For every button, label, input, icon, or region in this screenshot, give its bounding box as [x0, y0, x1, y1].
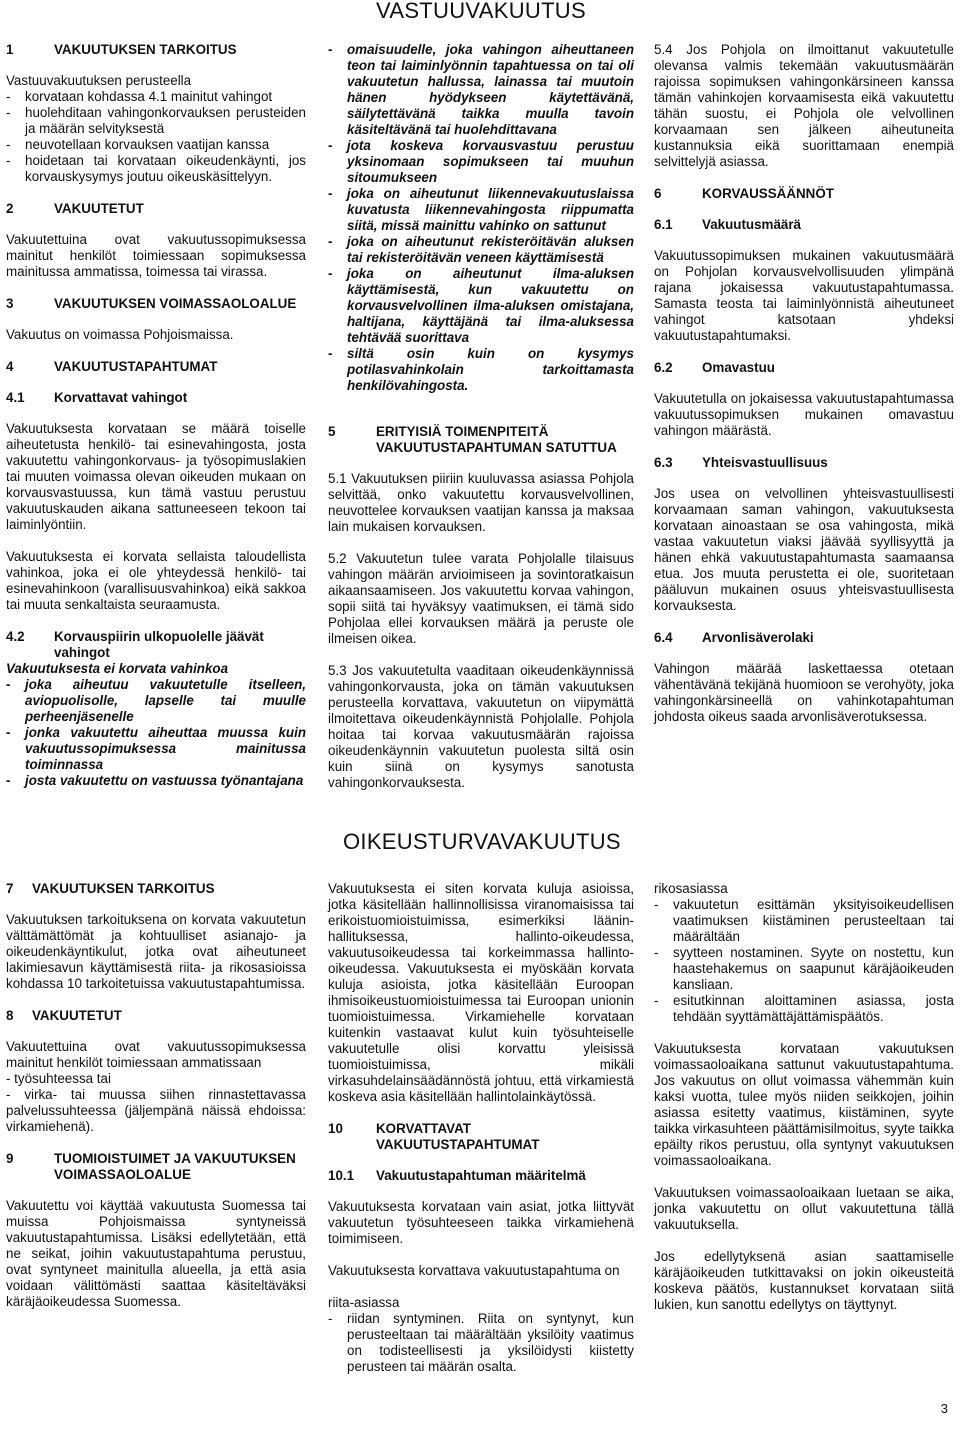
section-heading-4 [6, 359, 306, 375]
section-title: KORVATTAVAT VAKUUTUSTAPAHTUMAT [376, 1121, 540, 1152]
section-10-1-paragraph-4: Vakuutuksen voimassaoloaikaan luetaan se aika, jonka vakuutettu on ollut vakuutettuna tällä vakuutuksella. [654, 1185, 954, 1232]
section-title: Korvattavat vahingot [54, 390, 188, 405]
section-4-2-list-continued [328, 42, 634, 394]
section-title: Vakuutustapahtuman määritelmä [376, 1168, 586, 1183]
list-item: - esitutkinnan aloittaminen asiassa, josta tehdään syyttämättäjättämispäätös. [654, 993, 954, 1024]
list-item: - vakuutetun esittämän yksityisoikeudellisen vaatimuksen kiistäminen perusteeltaan tai määrältään [654, 897, 954, 944]
section-heading-4-2 [6, 629, 306, 661]
section-10-1-paragraph-1: Vakuutuksesta korvataan vain asiat, jotka liittyvät vakuutetun työsuhteeseen taikka virkamiehenä toimimiseen. [328, 1199, 634, 1246]
section-number: 10 [328, 1121, 343, 1136]
section-heading-3 [6, 296, 306, 312]
section-5-4-text: 5.4 Jos Pohjola on ilmoittanut vakuutetulle olevansa valmis tekemään vakuutusmäärän rajoissa sopimuksen vahingonkärsineen kanssa tämän vahinkojen korvaamisesta eikä vakuutettu tähän suostu, ei Pohjola ole velvollinen korvaamaan sen jälkeen aiheutuneita kustannuksia eikä suorittamaan enempiä selvittelyjä asiassa. [654, 42, 954, 169]
section-6-4-text: Vahingon määrää laskettaessa otetaan vähentävänä tekijänä huomioon se verohyöty, joka vahingonkärsineellä on vahinkotapahtuman johdosta oikeus saada arvonlisäverotuksessa. [654, 661, 954, 724]
liability-column-1 [6, 42, 306, 789]
section-number: 4.1 [6, 390, 25, 405]
section-5-2-text: 5.2 Vakuutetun tulee varata Pohjolalle tilaisuus vahingon määrän arvioimiseen ja sovintoratkaisun aikaansaamiseen. Jos vakuutettu korvaa vahingon, sopii siitä tai hyväksyy vaatimuksen, ei tämä sido Pohjolaa ellei korvauksen määrä ja peruste ole ilmeisen oikea. [328, 551, 634, 646]
section-title: VAKUUTUKSEN TARKOITUS [32, 881, 215, 896]
section-8-line-2: - työsuhteessa tai [6, 1071, 111, 1086]
section-number: 9 [6, 1151, 14, 1166]
list-item: - joka on aiheutunut rekisteröitävän aluksen tai rekisteröitävän veneen käyttämisestä [328, 234, 634, 265]
section-title: ERITYISIÄ TOIMENPITEITÄ VAKUUTUSTAPAHTUMAN SATUTTUA [376, 424, 617, 455]
section-title: Yhteisvastuullisuus [702, 455, 828, 470]
section-number: 1 [6, 42, 14, 57]
section-number: 8 [6, 1008, 14, 1023]
list-item: - jonka vakuutettu aiheuttaa muussa kuin vakuutussopimuksessa mainitussa toiminnassa [6, 725, 306, 772]
section-title: TUOMIOISTUIMET JA VAKUUTUKSEN VOIMASSAOLOALUE [54, 1151, 296, 1182]
section-heading-2 [6, 201, 306, 217]
section-title: Omavastuu [702, 360, 775, 375]
section-number: 3 [6, 296, 14, 311]
section-number: 6.3 [654, 455, 673, 470]
section-number: 6 [654, 186, 662, 201]
section-10-1-paragraph-5: Jos edellytyksenä asian saattamiselle käräjäoikeuden tutkittavaksi on jokin oikeusteitä koskeva päätös, kustannukset korvataan siitä lukien, kun sanottu edellytys on täyttynyt. [654, 1249, 954, 1312]
section-9-text: Vakuutettu voi käyttää vakuutusta Suomessa tai muissa Pohjoismaissa syntyneissä vakuutustapahtumissa. Lisäksi edellytetään, että ne seikat, joihin vakuutustapahtuma perustuu, ovat syntyneet mainitulla alueella, ja että asia voidaan välittömästi saattaa käsiteltäväksi käräjäoikeudessa Suomessa. [6, 1198, 306, 1309]
riita-list [328, 1311, 634, 1375]
page-number: 3 [940, 1401, 948, 1416]
section-title: VAKUUTUKSEN VOIMASSAOLOALUE [54, 296, 297, 311]
liability-column-3 [654, 42, 954, 741]
section-5-1-text: 5.1 Vakuutuksen piiriin kuuluvassa asiassa Pohjola selvittää, onko vakuutettu korvausvelvollinen, neuvottelee korvauksen vaatijan kanssa ja maksaa lain mukaisen korvauksen. [328, 471, 634, 534]
section-heading-6-1 [654, 217, 954, 233]
section-heading-8 [6, 1008, 306, 1024]
section-heading-6 [654, 186, 954, 202]
list-item: - huolehditaan vahingonkorvauksen perusteiden ja määrän selvityksestä [6, 105, 306, 136]
list-item: - korvataan kohdassa 4.1 mainitut vahingot [6, 89, 273, 104]
list-item: - syytteen nostaminen. Syyte on nostettu, kun haastehakemus on saapunut käräjäoikeuden kansliaan. [654, 945, 954, 992]
section-heading-6-2 [654, 360, 954, 376]
liability-column-2 [328, 42, 634, 807]
section-10-1-paragraph-2: Vakuutuksesta korvattava vakuutustapahtuma on [328, 1263, 620, 1278]
section-4-2-list [6, 677, 306, 789]
section-title: Korvauspiirin ulkopuolelle jäävät vahingot [54, 629, 264, 660]
list-item: - siltä osin kuin on kysymys potilasvahinkolain tarkoittamasta henkilövahingosta. [328, 346, 634, 393]
section-title: VAKUUTUSTAPAHTUMAT [54, 359, 218, 374]
section-heading-5 [328, 424, 634, 456]
list-item: - joka aiheutuu vakuutetulle itselleen, aviopuolisolle, lapselle tai muulle perheenjäsenelle [6, 677, 306, 724]
section-number: 6.1 [654, 217, 673, 232]
section-4-2-intro: Vakuutuksesta ei korvata vahinkoa [6, 661, 229, 676]
list-item: - joka on aiheutunut ilma-aluksen käyttämisestä, kun vakuutettu on korvausvelvollinen ilma-aluksen omistajana, haltijana, käyttäjänä tai ilma-aluksessa tehtävää suorittava [328, 266, 634, 345]
section-heading-10 [328, 1121, 634, 1153]
list-item: - omaisuudelle, joka vahingon aiheuttaneen teon tai laiminlyönnin tapahtuessa on tai oli vakuutetun hallussa, lainassa tai muutoin hänen hyödykseen käytettävänä, säilytettävänä taikka muulla tavoin käsiteltävänä tai huolehdittavana [328, 42, 634, 137]
section-4-1-paragraph-2: Vakuutuksesta ei korvata sellaista taloudellista vahinkoa, joka ei ole yhteydessä henkilö- tai esinevahinkoon (varallisuusvahinkoa) eikä sakkoa tai muuta senkaltaista seuraamusta. [6, 549, 306, 612]
section-title: KORVAUSSÄÄNNÖT [702, 186, 834, 201]
section-number: 4 [6, 359, 14, 374]
section-number: 5 [328, 424, 336, 439]
section-heading-9 [6, 1151, 306, 1183]
legal-expenses-title: OIKEUSTURVAVAKUUTUS [343, 829, 621, 854]
section-number: 6.4 [654, 630, 673, 645]
section-5-3-text: 5.3 Jos vakuutetulta vaaditaan oikeudenkäynnissä vahingonkorvausta, joka on tämän vakuutuksen perusteella korvattava, vakuutetun on viipymättä ilmoitettava oikeudenkäynnistä Pohjolalle. Pohjola hoitaa tai korvaa vakuutusmäärän rajoissa oikeudenkäynnin vakuutetun puolesta siltä osin kuin siinä on kysymys sanotusta vahingonkorvauksesta. [328, 663, 634, 790]
section-8-line-3: - virka- tai muussa siihen rinnastettavassa palvelussuhteessa (jäljempänä näissä ehdoissa: virkamiehenä). [6, 1087, 306, 1134]
section-3-text: Vakuutus on voimassa Pohjoismaissa. [6, 327, 234, 342]
list-item: - riidan syntyminen. Riita on syntynyt, kun perusteeltaan tai määrältään yksilöity vaatimus on todisteellisesti ja yksilöidysti kiistetty perusteen tai määrän osalta. [328, 1311, 634, 1374]
section-number: 10.1 [328, 1168, 355, 1183]
section-number: 4.2 [6, 629, 25, 644]
section-1-intro: Vastuuvakuutuksen perusteella [6, 73, 192, 88]
section-heading-10-1 [328, 1168, 634, 1184]
liability-title: VASTUUVAKUUTUS [376, 0, 586, 23]
section-10-1-paragraph-3: Vakuutuksesta korvataan vakuutuksen voimassaoloaikana sattunut vakuutustapahtuma. Jos vakuutus on ollut voimassa vähemmän kuin kaksi vuotta, tulee myös niiden seikkojen, joihin asiassa esitetty vaatimus, kiistäminen, syyte taikka virkasuhteen päättämisilmoitus, syyte taikka epäilty rikos perustuu, olla syntynyt vakuutuksen voimassaoloaikana. [654, 1041, 954, 1168]
section-heading-1 [6, 42, 306, 58]
list-item: - neuvotellaan korvauksen vaatijan kanssa [6, 137, 270, 152]
legal-column-2 [328, 881, 634, 1391]
section-title: VAKUUTUKSEN TARKOITUS [54, 42, 237, 57]
section-number: 2 [6, 201, 14, 216]
legal-column-3 [654, 881, 954, 1329]
list-item: - jota koskeva korvausvastuu perustuu yksinomaan sopimukseen tai muuhun sitoumukseen [328, 138, 634, 185]
legal-column-2-paragraph: Vakuutuksesta ei siten korvata kuluja asioissa, jotka käsitellään hallinnollisissa viranomaisissa tai erikoistuomioistuimissa, esimerkiksi läänin-hallituksessa, hallinto-oikeudessa, vakuutusoikeudessa tai korkeimmassa hallinto-oikeudessa. Vakuutuksesta ei myöskään korvata kuluja asioista, jotka käsitellään Euroopan ihmisoikeustuomioistuimessa tai Euroopan unionin tuomioistuimessa. Virkamiehelle korvataan kuitenkin vastaavat kulut kuin työsuhteiselle vakuutetulle olisi korvattu yleisissä tuomioistuimissa, mikäli virkasuhdelainsäädännöstä johtuu, että virkamiestä koskeva asia käsitellään hallintolainkäytössä. [328, 881, 634, 1104]
section-title: VAKUUTETUT [54, 201, 144, 216]
section-title: Arvonlisäverolaki [702, 630, 814, 645]
section-6-2-text: Vakuutetulla on jokaisessa vakuutustapahtumassa vakuutussopimuksen mukainen omavastuu vahingon määrästä. [654, 391, 954, 438]
list-item: - joka on aiheutunut liikennevakuutuslaissa kuvatusta liikennevahingosta riippumatta siitä, missä mainittu vahinko on sattunut [328, 186, 634, 233]
section-7-text: Vakuutuksen tarkoituksena on korvata vakuutetun välttämättömät ja kohtuulliset asianajo- ja oikeudenkäyntikulut, jotka ovat aiheutuneet lakimiesavun käyttämisestä riita- ja rikosasioissa kohdassa 10 tarkoitetuissa vakuutustapahtumissa. [6, 912, 306, 991]
section-8-line-1: Vakuutettuina ovat vakuutussopimuksessa mainitut henkilöt toimiessaan ammatissaan [6, 1039, 306, 1070]
section-heading-7 [6, 881, 306, 897]
section-4-1-paragraph-1: Vakuutuksesta korvataan se määrä toiselle aiheutetusta henkilö- tai esinevahingosta, josta vakuutettu vahingonkorvaus- ja työsopimuslakien tai muuten voimassa olevan oikeuden mukaan on korvausvastuussa, kun tämä vastuu perustuu vakuutuskauden aikana sattuneeseen tekoon tai laiminlyöntiin. [6, 421, 306, 532]
section-title: Vakuutusmäärä [702, 217, 801, 232]
list-item: - josta vakuutettu on vastuussa työnantajana [6, 773, 304, 788]
section-6-1-text: Vakuutussopimuksen mukainen vakuutusmäärä on Pohjolan korvausvelvollisuuden ylimpänä rajana jokaisessa vakuutustapahtumassa. Samasta teosta tai laiminlyönnistä aiheutuneet vahingot katsotaan yhdeksi vakuutustapahtumaksi. [654, 248, 954, 343]
section-heading-4-1 [6, 390, 306, 406]
section-heading-6-3 [654, 455, 954, 471]
rikos-list [654, 897, 954, 1025]
section-heading-6-4 [654, 630, 954, 646]
rikos-label: rikosasiassa [654, 881, 728, 896]
section-title: VAKUUTETUT [32, 1008, 122, 1023]
section-number: 6.2 [654, 360, 673, 375]
legal-column-1 [6, 881, 306, 1326]
riita-label: riita-asiassa [328, 1295, 400, 1310]
section-number: 7 [6, 881, 14, 896]
section-6-3-text: Jos usea on velvollinen yhteisvastuullisesti korvaamaan saman vahingon, vakuutuksesta korvataan ainoastaan se osa vahingosta, mikä vastaa vakuutetun viaksi jäävää syyllisyyttä ja hänen ehkä vakuutustapahtumasta saamaansa etua. Jos muuta perustetta ei ole, suoritetaan pääluvun mukainen osuus yhteisvastuullisesta korvauksesta. [654, 486, 954, 613]
section-1-list [6, 89, 306, 185]
section-2-text: Vakuutettuina ovat vakuutussopimuksessa mainitut henkilöt toimiessaan sopimuksessa mainitussa ammatissa, toimessa tai virassa. [6, 232, 306, 279]
list-item: - hoidetaan tai korvataan oikeudenkäynti, jos korvauskysymys joutuu oikeuskäsittelyyn. [6, 153, 306, 184]
